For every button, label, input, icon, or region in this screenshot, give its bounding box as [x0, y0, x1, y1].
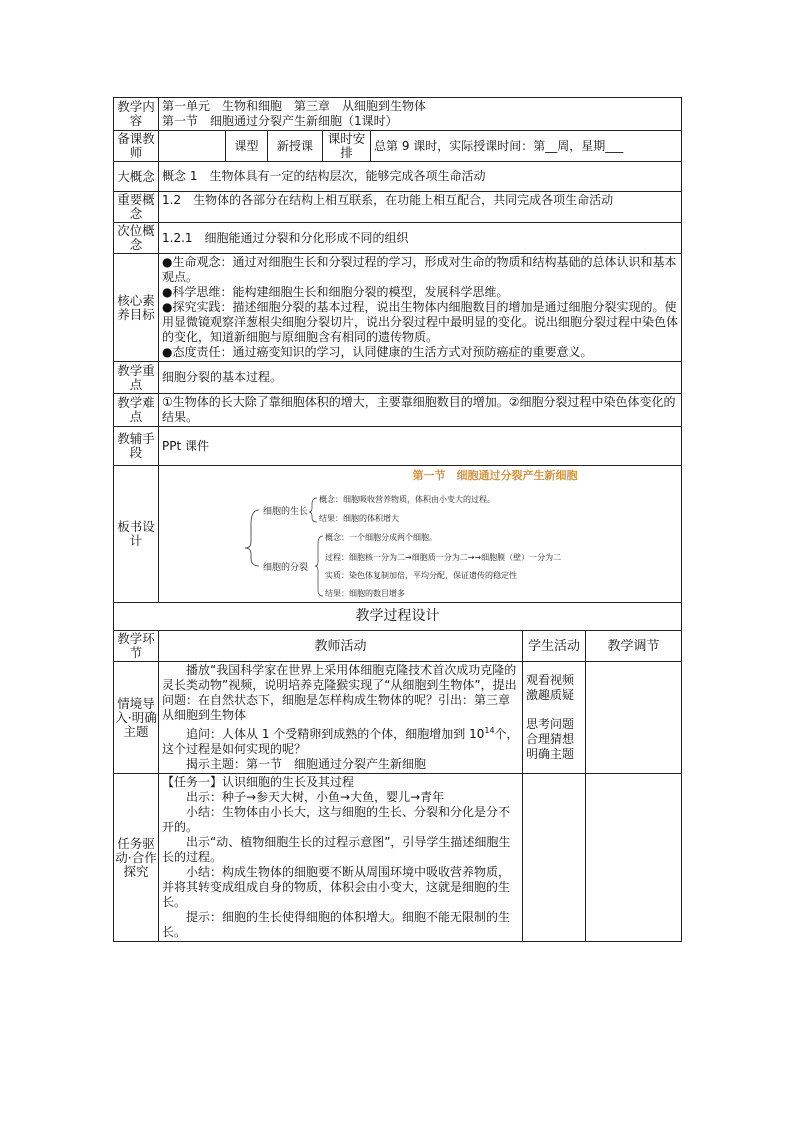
row-difficulty — [114, 394, 682, 427]
intro-p3: 揭示主题：第一节 细胞通过分裂产生新细胞 — [186, 757, 427, 771]
intro-p2 — [162, 723, 519, 757]
teacher-activity-task — [159, 774, 523, 942]
focus-value: 细胞分裂的基本过程。 — [159, 362, 682, 394]
task-p4: 小结：构成生物体的细胞要不断从周围环境中吸收营养物质，并将其转变成组成自身的物质，体积会由小变大，这就是细胞的生长。 — [162, 865, 511, 909]
division-bracket — [315, 536, 323, 596]
student-activity-task — [523, 774, 586, 942]
label-content: 教学内容 — [114, 98, 159, 131]
label-type: 课型 — [226, 131, 268, 162]
adjust-task — [586, 774, 682, 942]
stage-intro: 情境导入·明确主题 — [114, 662, 159, 774]
student-activity-intro — [523, 662, 586, 774]
row-big-concept — [114, 162, 682, 192]
board-division-concept: 概念：一个细胞分成两个细胞。 — [325, 533, 437, 542]
student-item: 合理猜想 — [526, 732, 575, 746]
row-board — [114, 466, 682, 603]
difficulty-value: ①生物体的长大除了靠细胞体积的增大，主要靠细胞数目的增加。②细胞分裂过程中染色体变化的结果。 — [159, 394, 682, 427]
schedule-value: 总第 9 课时，实际授课时间：第__周，星期___ — [371, 131, 682, 162]
board-division: 细胞的分裂 — [263, 563, 309, 573]
col-stage: 教学环节 — [114, 631, 159, 662]
row-meta — [114, 131, 682, 162]
literacy-value — [159, 254, 682, 362]
growth-bracket — [309, 498, 317, 522]
board-design — [159, 466, 682, 603]
board-growth: 细胞的生长 — [263, 507, 309, 517]
row-key-concept — [114, 192, 682, 223]
big-concept-value: 概念 1 生物体具有一定的结构层次，能够完成各项生命活动 — [159, 162, 682, 192]
board-title: 第一节 细胞通过分裂产生新细胞 — [412, 469, 578, 482]
row-process-header — [114, 631, 682, 662]
intro-p2-text: 追问：人体从 1 个受精卵到成熟的个体，细胞增加到 10 — [186, 727, 485, 741]
task-p5: 提示：细胞的生长使得细胞的体积增大。细胞不能无限制的生长。 — [162, 910, 511, 939]
col-teacher: 教师活动 — [159, 631, 523, 662]
label-sub-concept: 次位概念 — [114, 223, 159, 254]
student-item: 明确主题 — [526, 747, 575, 761]
literacy-item: ●科学思维：能构建细胞生长和细胞分裂的模型，发展科学思维。 — [162, 285, 509, 299]
label-key-concept: 重要概念 — [114, 192, 159, 223]
task-p3: 出示“动、植物细胞生长的过程示意图”，引导学生描述细胞生长的过程。 — [162, 835, 511, 864]
board-growth-result: 结果：细胞的体积增大 — [319, 514, 399, 523]
row-task — [114, 774, 682, 942]
literacy-item: ●态度责任：通过癌变知识的学习，认同健康的生活方式对预防癌症的重要意义。 — [162, 345, 593, 359]
board-division-result: 结果：细胞的数目增多 — [325, 589, 405, 598]
intro-p1: 播放“我国科学家在世界上采用体细胞克隆技术首次成功克隆的灵长类动物”视频，说明培养克隆猴实现了“从细胞到生物体”，提出问题：在自然状态下，细胞是怎样构成生物体的呢？引出：第三章 从细胞到生物体 — [162, 663, 523, 722]
task-p2: 小结：生物体由小长大，这与细胞的生长、分裂和分化是分不开的。 — [162, 805, 511, 834]
board-diagram — [159, 466, 681, 602]
label-literacy: 核心素养目标 — [114, 254, 159, 362]
row-content — [114, 98, 682, 131]
label-big-concept: 大概念 — [114, 162, 159, 192]
teacher-activity-intro — [159, 662, 523, 774]
row-literacy — [114, 254, 682, 362]
literacy-item: ●生命观念：通过对细胞生长和分裂过程的学习，形成对生命的物质和结构基础的总体认识和基本观点。 — [162, 255, 677, 284]
teacher-value — [159, 131, 226, 162]
content-line-2: 第一节 细胞通过分裂产生新细胞（1课时） — [162, 114, 398, 128]
student-item: 激趣质疑 — [526, 688, 575, 702]
label-aids: 教辅手段 — [114, 427, 159, 466]
task-title: 【任务一】认识细胞的生长及其过程 — [162, 775, 355, 789]
task-p1: 出示：种子→参天大树，小鱼→大鱼，婴儿→青年 — [186, 790, 445, 804]
stage-task: 任务驱动·合作探究 — [114, 774, 159, 942]
intro-p2-exponent: 14 — [484, 726, 495, 735]
col-student: 学生活动 — [523, 631, 586, 662]
row-intro — [114, 662, 682, 774]
student-item: 思考问题 — [526, 717, 575, 731]
label-schedule: 课时安排 — [323, 131, 371, 162]
label-teacher: 备课教师 — [114, 131, 159, 162]
col-adjust: 教学调节 — [586, 631, 682, 662]
intro-p2-text-end: 个，这个过程是如何实现的呢？ — [162, 727, 519, 756]
literacy-item: ●探究实践：描述细胞分裂的基本过程，说出生物体内细胞数目的增加是通过细胞分裂实现的。使用显微镜观察洋葱根尖细胞分裂切片，说出分裂过程中最明显的变化。说出细胞分裂过程中染色体的变化，知道新细胞与原细胞含有相同的遗传物质。 — [162, 300, 679, 344]
row-aids — [114, 427, 682, 466]
board-growth-concept: 概念：细胞吸收营养物质，体积由小变大的过程。 — [319, 495, 495, 504]
board-division-process: 过程：细胞核一分为二→细胞质一分为二→→细胞膜（壁）一分为二 — [325, 553, 562, 562]
row-section-title — [114, 603, 682, 631]
content-line-1: 第一单元 生物和细胞 第三章 从细胞到生物体 — [162, 99, 427, 113]
type-value: 新授课 — [268, 131, 323, 162]
student-item: 观看视频 — [526, 673, 575, 687]
adjust-intro — [586, 662, 682, 774]
content-cell — [159, 98, 682, 131]
row-focus — [114, 362, 682, 394]
board-division-essence: 实质：染色体复制加倍，平均分配，保证遗传的稳定性 — [325, 571, 517, 580]
section-title: 教学过程设计 — [114, 603, 682, 631]
lesson-plan-table — [113, 97, 682, 942]
sub-concept-value: 1.2.1 细胞能通过分裂和分化形成不同的组织 — [159, 223, 682, 254]
row-sub-concept — [114, 223, 682, 254]
label-focus: 教学重点 — [114, 362, 159, 394]
key-concept-value: 1.2 生物体的各部分在结构上相互联系，在功能上相互配合，共同完成各项生命活动 — [159, 192, 682, 223]
aids-value: PPt 课件 — [159, 427, 682, 466]
label-board: 板书设计 — [114, 466, 159, 603]
lesson-plan — [113, 97, 681, 942]
label-difficulty: 教学难点 — [114, 394, 159, 427]
outer-bracket — [245, 510, 259, 566]
